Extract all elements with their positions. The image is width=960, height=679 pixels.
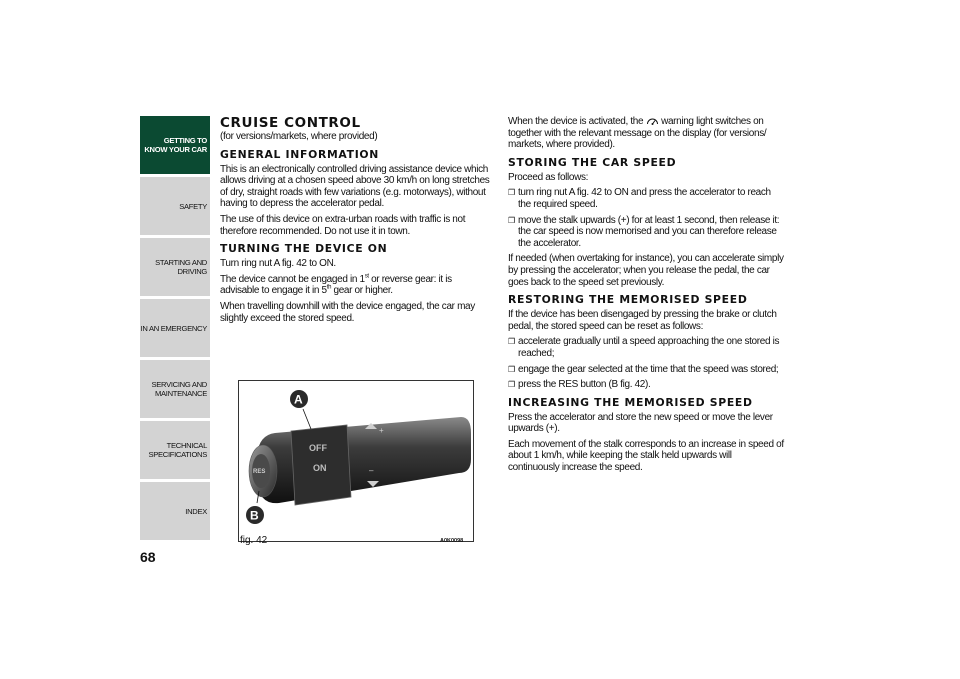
storing-speed-heading: STORING THE CAR SPEED [508,155,677,169]
ring-on-label: ON [313,463,327,473]
callout-b: B [250,508,259,523]
paragraph: If needed (when overtaking for instance), you can accelerate simply by pressing the accelerator; when you release the pedal, the car goes back to the speed set previously. [508,253,784,288]
svg-text:+: + [379,426,384,435]
list-item: ❒ move the stalk upwards (+) for at least 1 second, then release it: the car speed is now memorised and you can therefore release the accelerator. [508,215,784,250]
tab-in-an-emergency[interactable]: IN AN EMERGENCY [140,299,210,357]
stalk-illustration [239,381,473,541]
tab-servicing-and-maintenance[interactable]: SERVICING AND MAINTENANCE [140,360,210,418]
chapter-sidebar [140,116,210,543]
paragraph: If the device has been disengaged by pressing the brake or clutch pedal, the stored speed can be reset as follows: [508,309,777,332]
list-item: ❒ press the RES button (B fig. 42). [508,379,784,391]
cruise-control-warning-light-icon [646,117,659,126]
page-number: 68 [140,549,156,565]
left-column [220,116,492,328]
general-information-heading: GENERAL INFORMATION [220,147,380,161]
ring-off-label: OFF [309,443,327,453]
figure-caption: fig. 42 [240,535,268,546]
section-title: CRUISE CONTROL [220,115,361,131]
list-item: ❒ accelerate gradually until a speed approaching the one stored is reached; [508,336,784,359]
tab-index[interactable]: INDEX [140,482,210,540]
tab-safety[interactable]: SAFETY [140,177,210,235]
right-column [508,116,784,478]
tab-starting-and-driving[interactable]: STARTING AND DRIVING [140,238,210,296]
paragraph-activation: When the device is activated, the warning light switches on together with the relevant message on the display (for versions/ markets, where provided). [508,116,767,151]
res-button-label: RES [253,469,266,475]
paragraph: When travelling downhill with the device engaged, the car may slightly exceed the stored speed. [220,300,475,324]
restoring-speed-heading: RESTORING THE MEMORISED SPEED [508,293,748,307]
paragraph: Each movement of the stalk corresponds to an increase in speed of about 1 km/h, while keeping the stalk held upwards will continuously increase the speed. [508,438,784,474]
callout-a: A [294,392,303,407]
turning-on-heading: TURNING THE DEVICE ON [220,242,388,256]
figure-cruise-control-stalk [238,380,474,542]
list-item: ❒ turn ring nut A fig. 42 to ON and press the accelerator to reach the required speed. [508,187,784,210]
tab-technical-specifications[interactable]: TECHNICAL SPECIFICATIONS [140,421,210,479]
figure-code: A0K0098 [440,538,464,544]
paragraph: Press the accelerator and store the new speed or move the lever upwards (+). [508,411,773,435]
list-item: ❒ engage the gear selected at the time that the speed was stored; [508,364,784,376]
increasing-speed-heading: INCREASING THE MEMORISED SPEED [508,395,753,409]
paragraph: Turn ring nut A fig. 42 to ON. [220,258,336,270]
section-subtitle: (for versions/markets, where provided) [220,131,378,142]
paragraph: The use of this device on extra-urban roads with traffic is not therefore recommended. Do not use it in town. [220,213,466,237]
svg-text:–: – [369,466,374,475]
paragraph-gears: The device cannot be engaged in 1st or reverse gear: it is advisable to engage it in 5th gear or higher. [220,273,452,297]
tab-getting-to-know-your-car[interactable]: GETTING TO KNOW YOUR CAR [140,116,210,174]
paragraph: Proceed as follows: [508,171,589,183]
paragraph: This is an electronically controlled driving assistance device which allows driving at a chosen speed above 30 km/h on long stretches of dry, straight roads with few variations (e.g. motorways), without having to depress the accelerator pedal. [220,163,490,210]
